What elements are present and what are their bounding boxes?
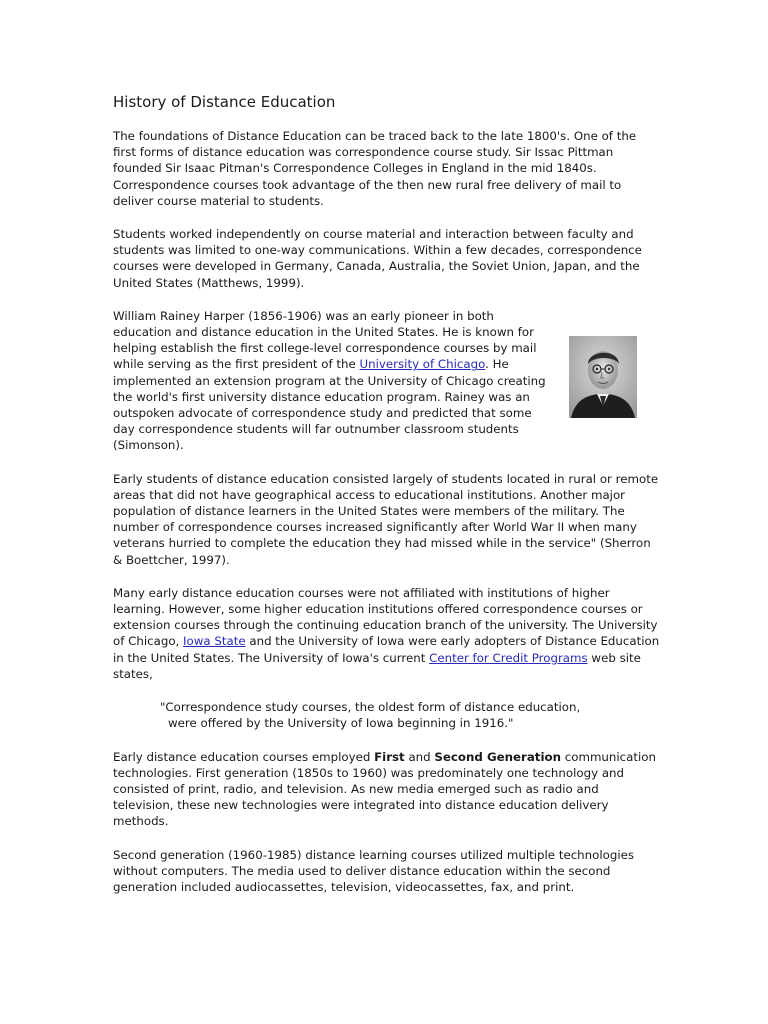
paragraph-harper	[113, 308, 553, 454]
page-title: History of Distance Education	[113, 93, 336, 111]
bold-first: First	[374, 749, 405, 764]
link-iowa-state[interactable]: Iowa State	[183, 634, 246, 649]
harper-portrait-image	[569, 336, 637, 418]
document-page	[113, 93, 661, 912]
early-courses-text-2: and the University of Iowa were early adopters of Distance Education in the United States. The University of Iowa's current	[113, 634, 660, 665]
paragraph-foundations: The foundations of Distance Education can be traced back to the late 1800's. One of the first forms of distance education was correspondence course study. Sir Issac Pittman founded Sir Isaac Pitman's Correspondence Colleges in England in the mid 1840s. Correspondence courses took advantage of the then new rural free delivery of mail to deliver course material to students.	[113, 129, 637, 208]
harper-text-before: William Rainey Harper (1856-1906) was an early pioneer in both education and distance education in the United States. He is known for helping establish the first college-level correspondence courses by mail while serving as the first president of the	[113, 308, 537, 372]
quote-line-1: "Correspondence study courses, the oldest form of distance education,	[160, 700, 581, 715]
paragraph-early-students: Early students of distance education consisted largely of students located in rural or remote areas that did not have geographical access to educational institutions. Another major population of distance learners in the United States were members of the military. The number of correspondence courses increased significantly after World War II when many veterans hurried to complete the education they had missed while in the service" (Sherron & Boettcher, 1997).	[113, 471, 659, 567]
link-university-of-chicago[interactable]: University of Chicago	[359, 357, 486, 372]
generations-text-1: Early distance education courses employed	[113, 749, 375, 764]
early-courses-text-1: Many early distance education courses were not affiliated with institutions of higher learning. However, some higher education institutions offered correspondence courses or extension courses through the continuing education branch of the university. The University of Chicago,	[113, 585, 658, 649]
generations-text-3: communication technologies. First generation (1850s to 1960) was predominately one technology and consisted of print, radio, and television. As new media emerged such as radio and television, these new technologies were integrated into distance education delivery methods.	[113, 749, 656, 829]
link-center-for-credit-programs[interactable]: Center for Credit Programs	[429, 650, 588, 665]
paragraph-independent-study: Students worked independently on course material and interaction between faculty and students was limited to one-way communications. Within a few decades, correspondence courses were developed in Germany, Canada, Australia, the Soviet Union, Japan, and the United States (Matthews, 1999).	[113, 227, 642, 290]
iowa-quote	[160, 699, 620, 731]
paragraph-second-generation: Second generation (1960-1985) distance learning courses utilized multiple technologies without computers. The media used to deliver distance education within the second generation included audiocassettes, television, videocassettes, fax, and print.	[113, 847, 635, 894]
generations-text-2: and	[404, 749, 435, 764]
quote-line-2: were offered by the University of Iowa beginning in 1916."	[168, 716, 514, 731]
paragraph-early-courses	[113, 585, 661, 682]
bold-second-generation: Second Generation	[434, 749, 561, 764]
early-courses-text-3: web site states,	[113, 650, 641, 681]
harper-text-after: . He implemented an extension program at the University of Chicago creating the world's first university distance education program. Rainey was an outspoken advocate of correspondence study and predicted that some day correspondence students will far outnumber classroom students (Simonson).	[113, 357, 546, 453]
harper-section	[113, 308, 661, 454]
paragraph-generations	[113, 749, 661, 830]
